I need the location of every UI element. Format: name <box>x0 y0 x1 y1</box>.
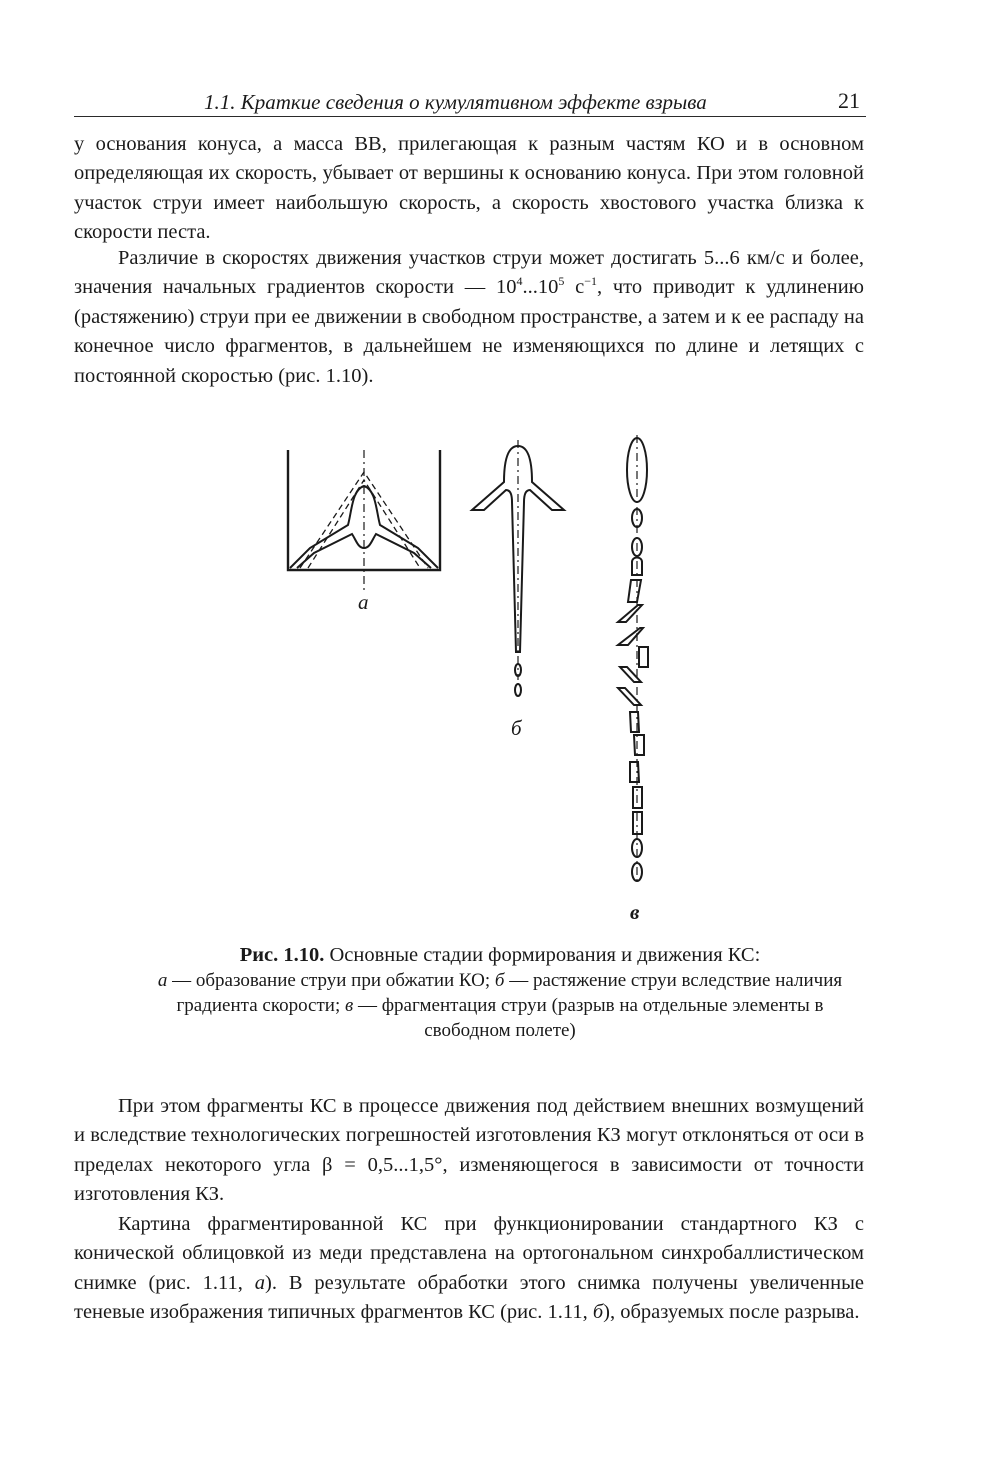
stage-c-drawing <box>618 435 648 885</box>
superscript: 4 <box>516 274 523 289</box>
figure-caption <box>150 943 850 1043</box>
running-header <box>74 84 866 117</box>
caption-item-text: — фрагментация струи (разрыв на отдельные элементы в свободном полете) <box>353 995 824 1041</box>
italic-run: б <box>592 1301 604 1324</box>
figure-1-10 <box>0 430 1000 930</box>
text-run: с <box>564 276 585 299</box>
text-run: ...10 <box>522 276 559 299</box>
running-title: 1.1. Краткие сведения о кумулятивном эффекте взрыва <box>204 90 707 114</box>
paragraph-1-text: у основания конуса, а масса ВВ, прилегающая к разным частям КО и в основном определяющая их скорость, убывает от вершины к основанию конуса. При этом головной участок струи имеет наибольшую скорость, а скорость хвостового участка близка к скорости песта. <box>74 133 864 244</box>
paragraph-2 <box>74 244 864 391</box>
paragraph-4 <box>74 1210 864 1328</box>
text-run: , что приводит к удлинению (растяжению) струи при ее движении в свободном пространстве, а затем и к ее распаду на конечное число фрагментов, в дальнейшем не изменяющихся по длине и летящих с постоянной скоростью (рис. 1.10). <box>74 276 864 387</box>
superscript: −1 <box>584 274 597 289</box>
italic-run: а <box>254 1271 265 1294</box>
caption-title-text: Основные стадии формирования и движения КС: <box>324 944 761 966</box>
caption-items <box>150 968 850 1043</box>
figure-label-c: в <box>630 900 640 924</box>
text-run: Различие в скоростях движения участков струи может достигать 5...6 км/с и более, значения начальных градиентов скорости — 10 <box>74 247 864 299</box>
superscript: 5 <box>558 274 565 289</box>
paragraph-2-text <box>74 244 864 391</box>
paragraph-1 <box>74 130 864 248</box>
figure-label-b: б <box>511 716 522 740</box>
caption-item-text: — растяжение струи вследствие наличия градиента скорости; <box>176 970 843 1016</box>
paragraph-3 <box>74 1092 864 1210</box>
caption-number: Рис. 1.10. <box>239 944 325 966</box>
text-run: ), образуемых после разрыва. <box>603 1301 860 1324</box>
figure-label-a: а <box>358 590 369 614</box>
paragraph-4-text <box>74 1210 864 1328</box>
text-run: ). В результате обработки этого снимка получены увеличенные теневые изображения типичных фрагментов КС (рис. 1.11, <box>74 1271 864 1324</box>
caption-item-text: — образование струи при обжатии КО; <box>167 970 495 991</box>
caption-item-key: а <box>157 970 168 991</box>
stage-a-drawing <box>288 450 440 590</box>
caption-title <box>150 943 850 968</box>
paragraph-3-text: При этом фрагменты КС в процессе движения под действием внешних возмущений и вследствие технологических погрешностей изготовления КЗ могут отклоняться от оси в пределах некоторого угла β = 0,5...1,5°, изменяющегося в зависимости от точности изготовления КЗ. <box>74 1095 864 1206</box>
caption-item-key: в <box>345 995 354 1016</box>
text-run: Картина фрагментированной КС при функционировании стандартного КЗ с конической облицовкой из меди представлена на ортогональном синхробаллистическом снимке (рис. 1.11, <box>74 1213 864 1294</box>
page-number: 21 <box>838 88 860 113</box>
stage-b-drawing <box>472 440 564 696</box>
jet-formation-diagram <box>0 430 1000 930</box>
caption-item-key: б <box>494 970 505 991</box>
